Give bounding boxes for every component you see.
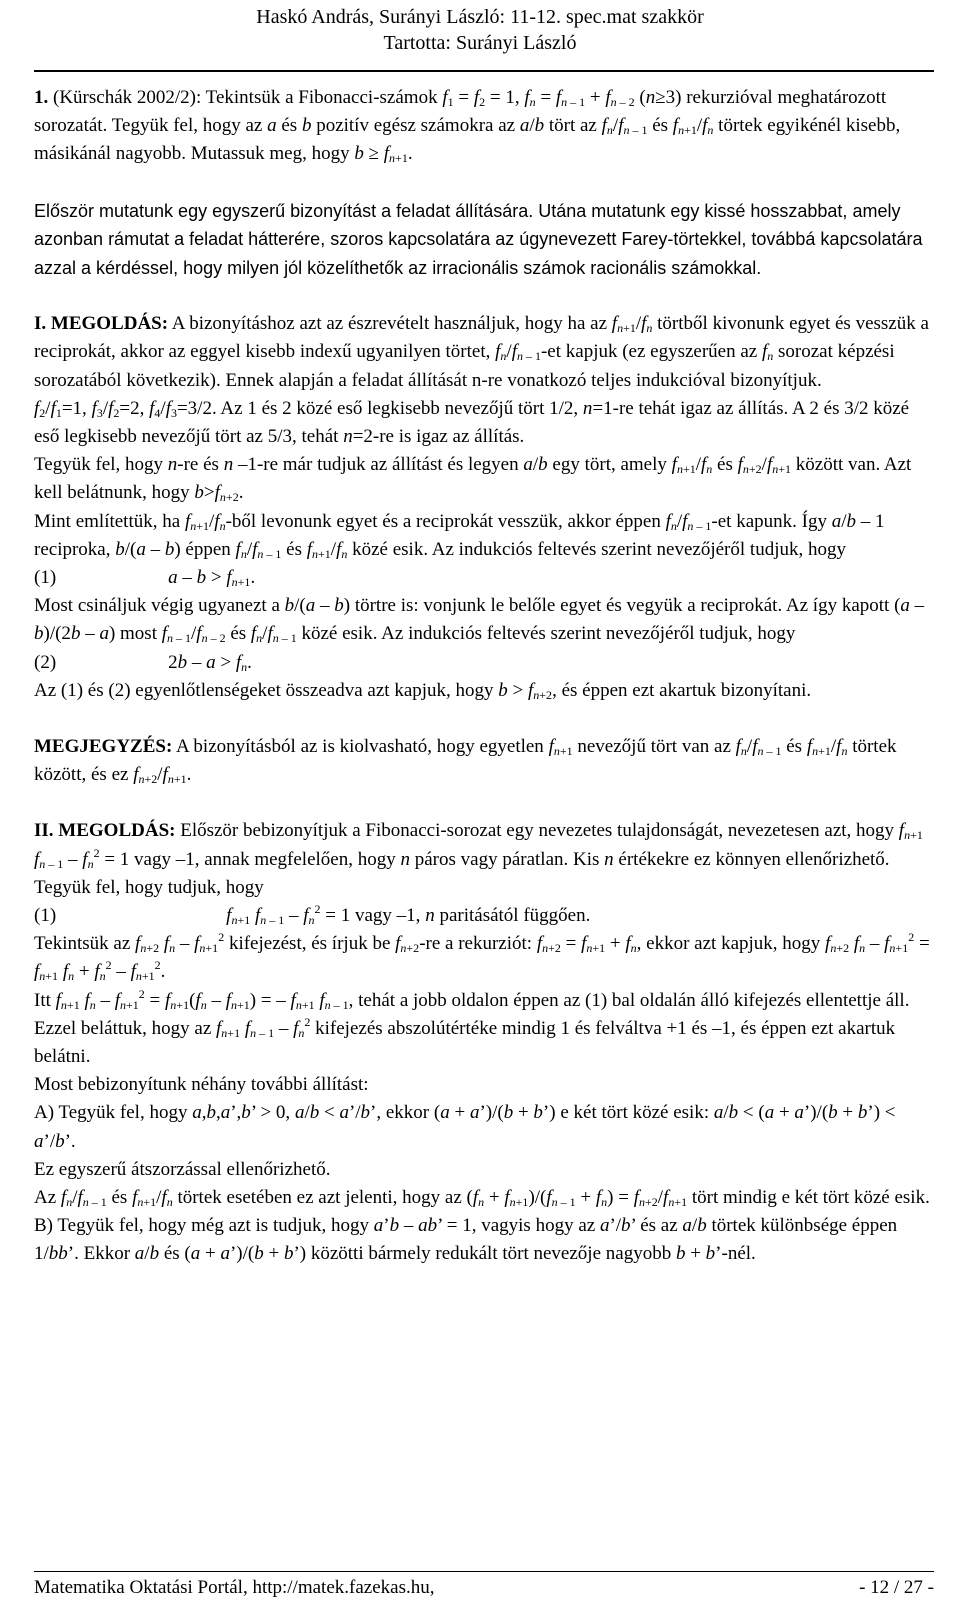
- solution-1-base-case: $f_2/f_1=1$, $f_3/f_2=2$, $f_4/f_3=3/2$. Az 1 és 2 közé eső legkisebb nevezőjű tört 1/2, n=1-re tehát igaz az állítás. A 2 és 3/2 közé eső legkisebb nevezőjű tört az 5/3, tehát n=2-re is igaz az állítás.: [34, 397, 910, 447]
- footer-source: Matematika Oktatási Portál, http://matek.fazekas.hu,: [34, 1577, 435, 1598]
- solution-2-label: II. MEGOLDÁS:: [34, 820, 176, 842]
- inequality-1: (1) $a - b > f_{n+1}$.: [34, 566, 256, 589]
- remark-paragraph: MEGJEGYZÉS: A bizonyításból az is kiolvasható, hogy egyetlen $f_{n+1}$ nevezőjű tört van az $f_n/f_{n - 1}$ és $f_{n+1}/f_n$ törtek között, és ez $f_{n+2}/f_{n+1}$.: [34, 735, 897, 787]
- solution-1-label: I. MEGOLDÁS:: [34, 313, 169, 335]
- intro-paragraph: Először mutatunk egy egyszerű bizonyítást a feladat állítására. Utána mutatunk egy kissé hosszabbat, amely azonban rámutat a feladat hátterére, szoros kapcsolatára az úgynevezett Farey-törtekkel, továbbá kapcsolatára azzal a kérdéssel, hogy milyen jól közelíthetők az irracionális számok racionális számokkal.: [34, 200, 923, 278]
- claim-a-application: Az $f_n/f_{n - 1}$ és $f_{n+1}/f_n$ törtek esetében ez azt jelenti, hogy az $(f_n + f_{n+1})/(f_{n - 1} + f_n) = f_{n+2}/f_{n+1}$ tört mindig e két tört közé esik.: [34, 1187, 930, 1209]
- header-rule: [34, 70, 934, 72]
- page-header: [0, 0, 960, 56]
- solution-2-step-2: Itt $f_{n+1}$ $f_n - f_{n+1}^2 = f_{n+1}(f_n - f_{n+1})$ = – $f_{n+1}$ $f_{n - 1}$, tehát a jobb oldalon éppen az (1) bal oldalán álló kifejezés ellentettje áll. Ezzel beláttuk, hogy az $f_{n+1}$ $f_{n - 1} - f_n^2$ kifejezés abszolútértéke mindig 1 és felváltva +1 és –1, és éppen ezt akartuk belátni.: [34, 986, 910, 1067]
- problem-statement: 1. (Kürschák 2002/2): Tekintsük a Fibonacci-számok $f_1 = f_2 = 1$, $f_n = f_{n - 1} + f_{n - 2}$ (n≥3) rekurzióval meghatározott sorozatát. Tegyük fel, hogy az a és b pozitív egész számokra az a/b tört az $f_n/f_{n - 1}$ és $f_{n+1}/f_n$ törtek egyikénél kisebb, másikánál nagyobb. Mutassuk meg, hogy $b \ge f_{n+1}$.: [34, 87, 901, 166]
- header-lecturer: Tartotta: Surányi László: [383, 32, 577, 54]
- identity-1: (1) $f_{n+1}$ $f_{n - 1} - f_n^2 = 1$ vagy –1, n paritásától függően.: [34, 901, 591, 927]
- remark-label: MEGJEGYZÉS:: [34, 735, 173, 757]
- solution-1-step-2: Mint említettük, ha $f_{n+1}/f_n$-ből levonunk egyet és a reciprokát vesszük, akkor éppen $f_n/f_{n - 1}-et$ kapunk. Így a/b – 1 reciproka, b/(a – b) éppen $f_n/f_{n - 1}$ és $f_{n+1}/f_n$ közé esik. Az indukciós feltevés szerint nevezőjéről tudjuk, hogy: [34, 510, 885, 561]
- solution-1-paragraph: I. MEGOLDÁS: A bizonyításhoz azt az észrevételt használjuk, hogy ha az $f_{n+1}/f_n$ törtből kivonunk egyet és vesszük a reciprokát, akkor az eggyel kisebb indexű ugyanilyen törtet, $f_n/f_{n - 1}-et$ kapjuk (ez egyszerűen az $f_n$ sorozat képzési sorozatából következik). Ennek alapján a feladat állítását n-re vonatkozó teljes indukcióval bizonyítjuk.: [34, 313, 929, 391]
- header-authors: Haskó András, Surányi László: 11-12. spec.mat szakkör: [256, 6, 704, 28]
- solution-1-step: Tegyük fel, hogy n-re és n –1-re már tudjuk az állítást és legyen a/b egy tört, amely $f_{n+1}/f_n$ és $f_{n+2}/f_{n+1}$ között van. Azt kell belátnunk, hogy $b>f_{n+2}$.: [34, 454, 912, 505]
- solution-2-paragraph: II. MEGOLDÁS: Először bebizonyítjuk a Fibonacci-sorozat egy nevezetes tulajdonságát, nevezetesen azt, hogy $f_{n+1}$ $f_{n - 1} - f_n^2 = 1$ vagy –1, annak megfelelően, hogy n páros vagy páratlan. Kis n értékekre ez könnyen ellenőrizhető. Tegyük fel, hogy tudjuk, hogy: [34, 820, 923, 898]
- footer-rule: [34, 1571, 934, 1572]
- inequality-2: (2) $2b - a > f_n$.: [34, 651, 252, 674]
- claim-a: A) Tegyük fel, hogy a,b,a’,b’ > 0, a/b < a’/b’, ekkor (a + a’)/(b + b’) e két tört közé esik: a/b < (a + a’)/(b + b’) < a’/b’.: [34, 1102, 896, 1152]
- solution-2-more: Most bebizonyítunk néhány további állítást:: [34, 1074, 369, 1096]
- claim-b: B) Tegyük fel, hogy még azt is tudjuk, hogy a’b – ab’ = 1, vagyis hogy az a’/b’ és az a/b törtek különbsége éppen 1/bb’. Ekkor a/b és (a + a’)/(b + b’) közötti bármely redukált tört nevezője nagyobb b + b’-nél.: [34, 1215, 898, 1265]
- problem-number: 1.: [34, 87, 49, 108]
- solution-1-step-3: Most csináljuk végig ugyanezt a b/(a – b) törtre is: vonjunk le belőle egyet és vegyük a reciprokát. Az így kapott (a – b)/(2b – a) most $f_{n - 1}/f_{n - 2}$ és $f_n/f_{n - 1}$ közé esik. Az indukciós feltevés szerint nevezőjéről tudjuk, hogy: [34, 595, 925, 646]
- page-number: - 12 / 27 -: [859, 1577, 934, 1598]
- solution-2-step: Tekintsük az $f_{n+2}$ $f_n - f_{n+1}^2$ kifejezést, és írjuk be $f_{n+2}-re$ a rekurziót: $f_{n+2} = f_{n+1} + f_n$, ekkor azt kapjuk, hogy $f_{n+2}$ $f_n - f_{n+1}^2 = f_{n+1}$ $f_n + f_n^2 - f_{n+1}^2$.: [34, 930, 930, 984]
- claim-a-check: Ez egyszerű átszorzással ellenőrizhető.: [34, 1158, 331, 1180]
- page-footer: [34, 1577, 934, 1599]
- solution-1-conclusion: Az (1) és (2) egyenlőtlenségeket összeadva azt kapjuk, hogy $b > f_{n+2}$, és éppen ezt akartuk bizonyítani.: [34, 679, 812, 702]
- document-body: [34, 84, 936, 1269]
